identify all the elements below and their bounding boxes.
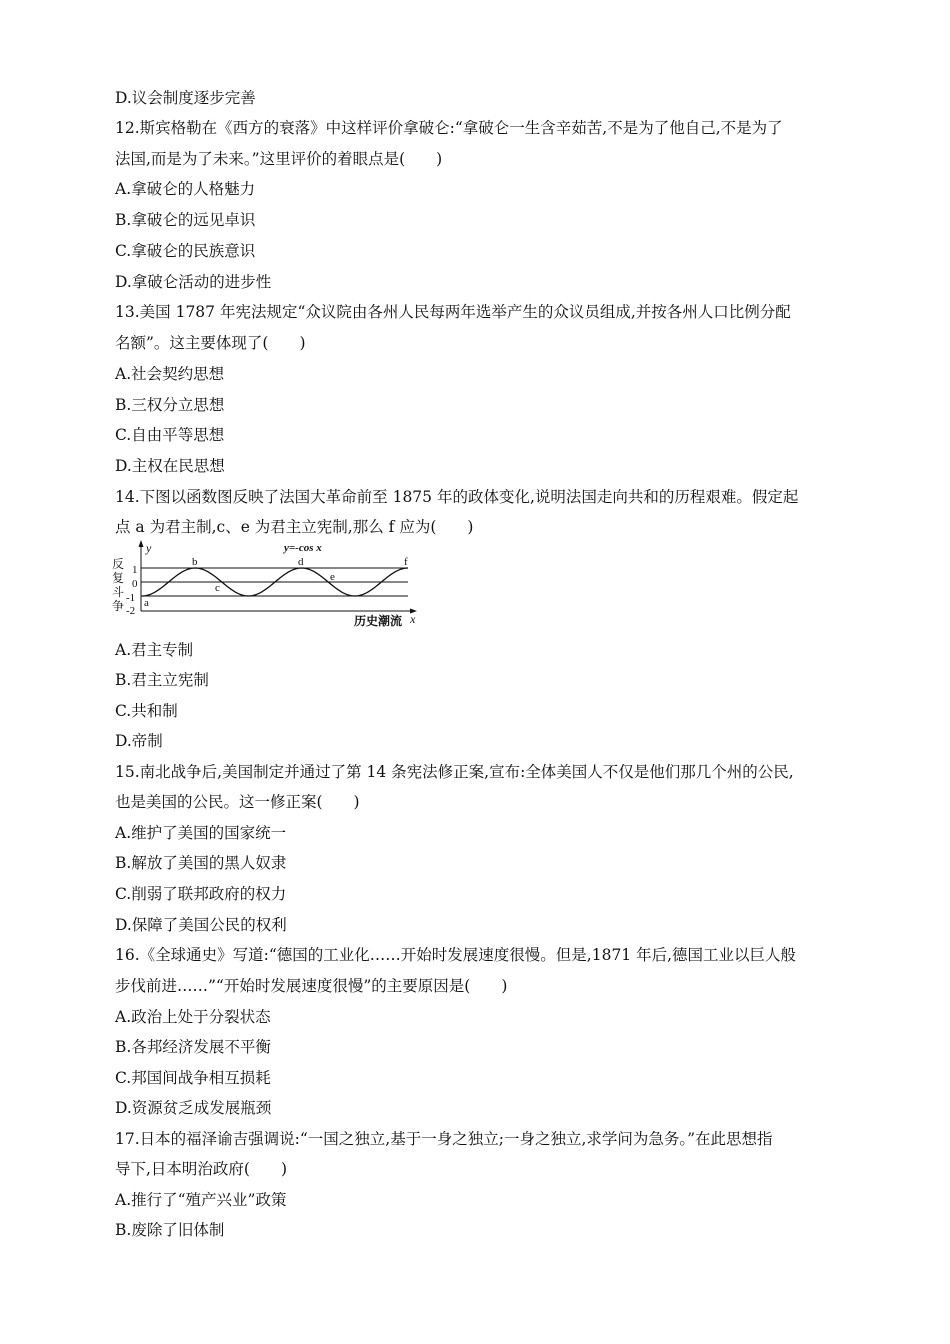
q12-option-b: B.拿破仑的远见卓识 xyxy=(115,211,256,229)
q11-option-d: D.议会制度逐步完善 xyxy=(115,89,256,107)
y-tick-m2: -2 xyxy=(126,605,136,617)
q16-stem-line2: 步伐前进……”“开始时发展速度很慢”的主要原因是( ) xyxy=(115,977,508,995)
q15-option-b: B.解放了美国的黑人奴隶 xyxy=(115,854,287,872)
point-e: e xyxy=(330,571,335,583)
q13-option-b: B.三权分立思想 xyxy=(115,396,225,414)
y-axis-title-3: 斗 xyxy=(112,585,125,599)
q16-option-c: C.邦国间战争相互损耗 xyxy=(115,1069,271,1087)
x-axis-caption: 历史潮流 xyxy=(354,614,403,628)
q12-option-a: A.拿破仑的人格魅力 xyxy=(115,180,256,198)
y-tick-m1: -1 xyxy=(126,592,136,604)
q13-option-d: D.主权在民思想 xyxy=(115,457,225,475)
q16-option-d: D.资源贫乏成发展瓶颈 xyxy=(115,1099,272,1117)
q16-option-a: A.政治上处于分裂状态 xyxy=(115,1008,271,1026)
y-axis-title-1: 反 xyxy=(112,557,125,571)
q14-stem-line1: 14.下图以函数图反映了法国大革命前至 1875 年的政体变化,说明法国走向共和的历程艰难。假定起 xyxy=(115,488,799,506)
q13-stem-line1: 13.美国 1787 年宪法规定“众议院由各州人民每两年选举产生的众议员组成,并按各州人口比例分配 xyxy=(115,303,791,321)
q15-option-a: A.维护了美国的国家统一 xyxy=(115,824,287,842)
q17-option-a: A.推行了“殖产兴业”政策 xyxy=(115,1191,287,1209)
q15-option-d: D.保障了美国公民的权利 xyxy=(115,916,287,934)
q14-option-c: C.共和制 xyxy=(115,702,178,720)
q15-stem-line1: 15.南北战争后,美国制定并通过了第 14 条宪法修正案,宣布:全体美国人不仅是他们那几个州的公民, xyxy=(115,763,794,781)
point-f: f xyxy=(404,556,408,568)
q15-stem-line2: 也是美国的公民。这一修正案( ) xyxy=(115,793,360,811)
q12-option-d: D.拿破仑活动的进步性 xyxy=(115,273,272,291)
q17-stem-line1: 17.日本的福泽谕吉强调说:“一国之独立,基于一身之独立;一身之独立,求学问为急务。”在此思想指 xyxy=(115,1130,773,1148)
q12-stem-line1: 12.斯宾格勒在《西方的衰落》中这样评价拿破仑:“拿破仑一生含辛茹苦,不是为了他自己,不是为了 xyxy=(115,119,783,137)
point-c: c xyxy=(215,582,220,594)
q13-stem-line2: 名额”。这主要体现了( ) xyxy=(115,334,306,352)
q14-option-a: A.君主专制 xyxy=(115,641,194,659)
q13-option-a: A.社会契约思想 xyxy=(115,365,225,383)
point-b: b xyxy=(192,556,198,568)
q14-stem-line2: 点 a 为君主制,c、e 为君主立宪制,那么 f 应为( ) xyxy=(115,518,474,536)
function-label: y=-cos x xyxy=(284,542,322,554)
y-axis-label: y xyxy=(146,541,152,555)
y-tick-1: 1 xyxy=(132,564,138,576)
q15-option-c: C.削弱了联邦政府的权力 xyxy=(115,885,287,903)
q16-option-b: B.各邦经济发展不平衡 xyxy=(115,1038,271,1056)
point-d: d xyxy=(298,556,304,568)
x-axis-label: x xyxy=(410,612,416,626)
q14-option-b: B.君主立宪制 xyxy=(115,671,209,689)
q17-option-b: B.废除了旧体制 xyxy=(115,1221,225,1239)
q13-option-c: C.自由平等思想 xyxy=(115,426,225,444)
q12-option-c: C.拿破仑的民族意识 xyxy=(115,242,256,260)
q17-stem-line2: 导下,日本明治政府( ) xyxy=(115,1160,288,1178)
q14-option-d: D.帝制 xyxy=(115,732,163,750)
y-axis-title-2: 复 xyxy=(112,571,125,585)
y-tick-0: 0 xyxy=(132,578,138,590)
q16-stem-line1: 16.《全球通史》写道:“德国的工业化……开始时发展速度很慢。但是,1871 年后,德国工业以巨人般 xyxy=(115,946,797,964)
q12-stem-line2: 法国,而是为了未来。”这里评价的着眼点是( ) xyxy=(115,150,443,168)
point-a: a xyxy=(144,597,149,609)
cosine-history-figure xyxy=(112,538,420,630)
y-axis-arrow xyxy=(139,540,144,547)
y-axis-title-4: 争 xyxy=(112,599,125,613)
